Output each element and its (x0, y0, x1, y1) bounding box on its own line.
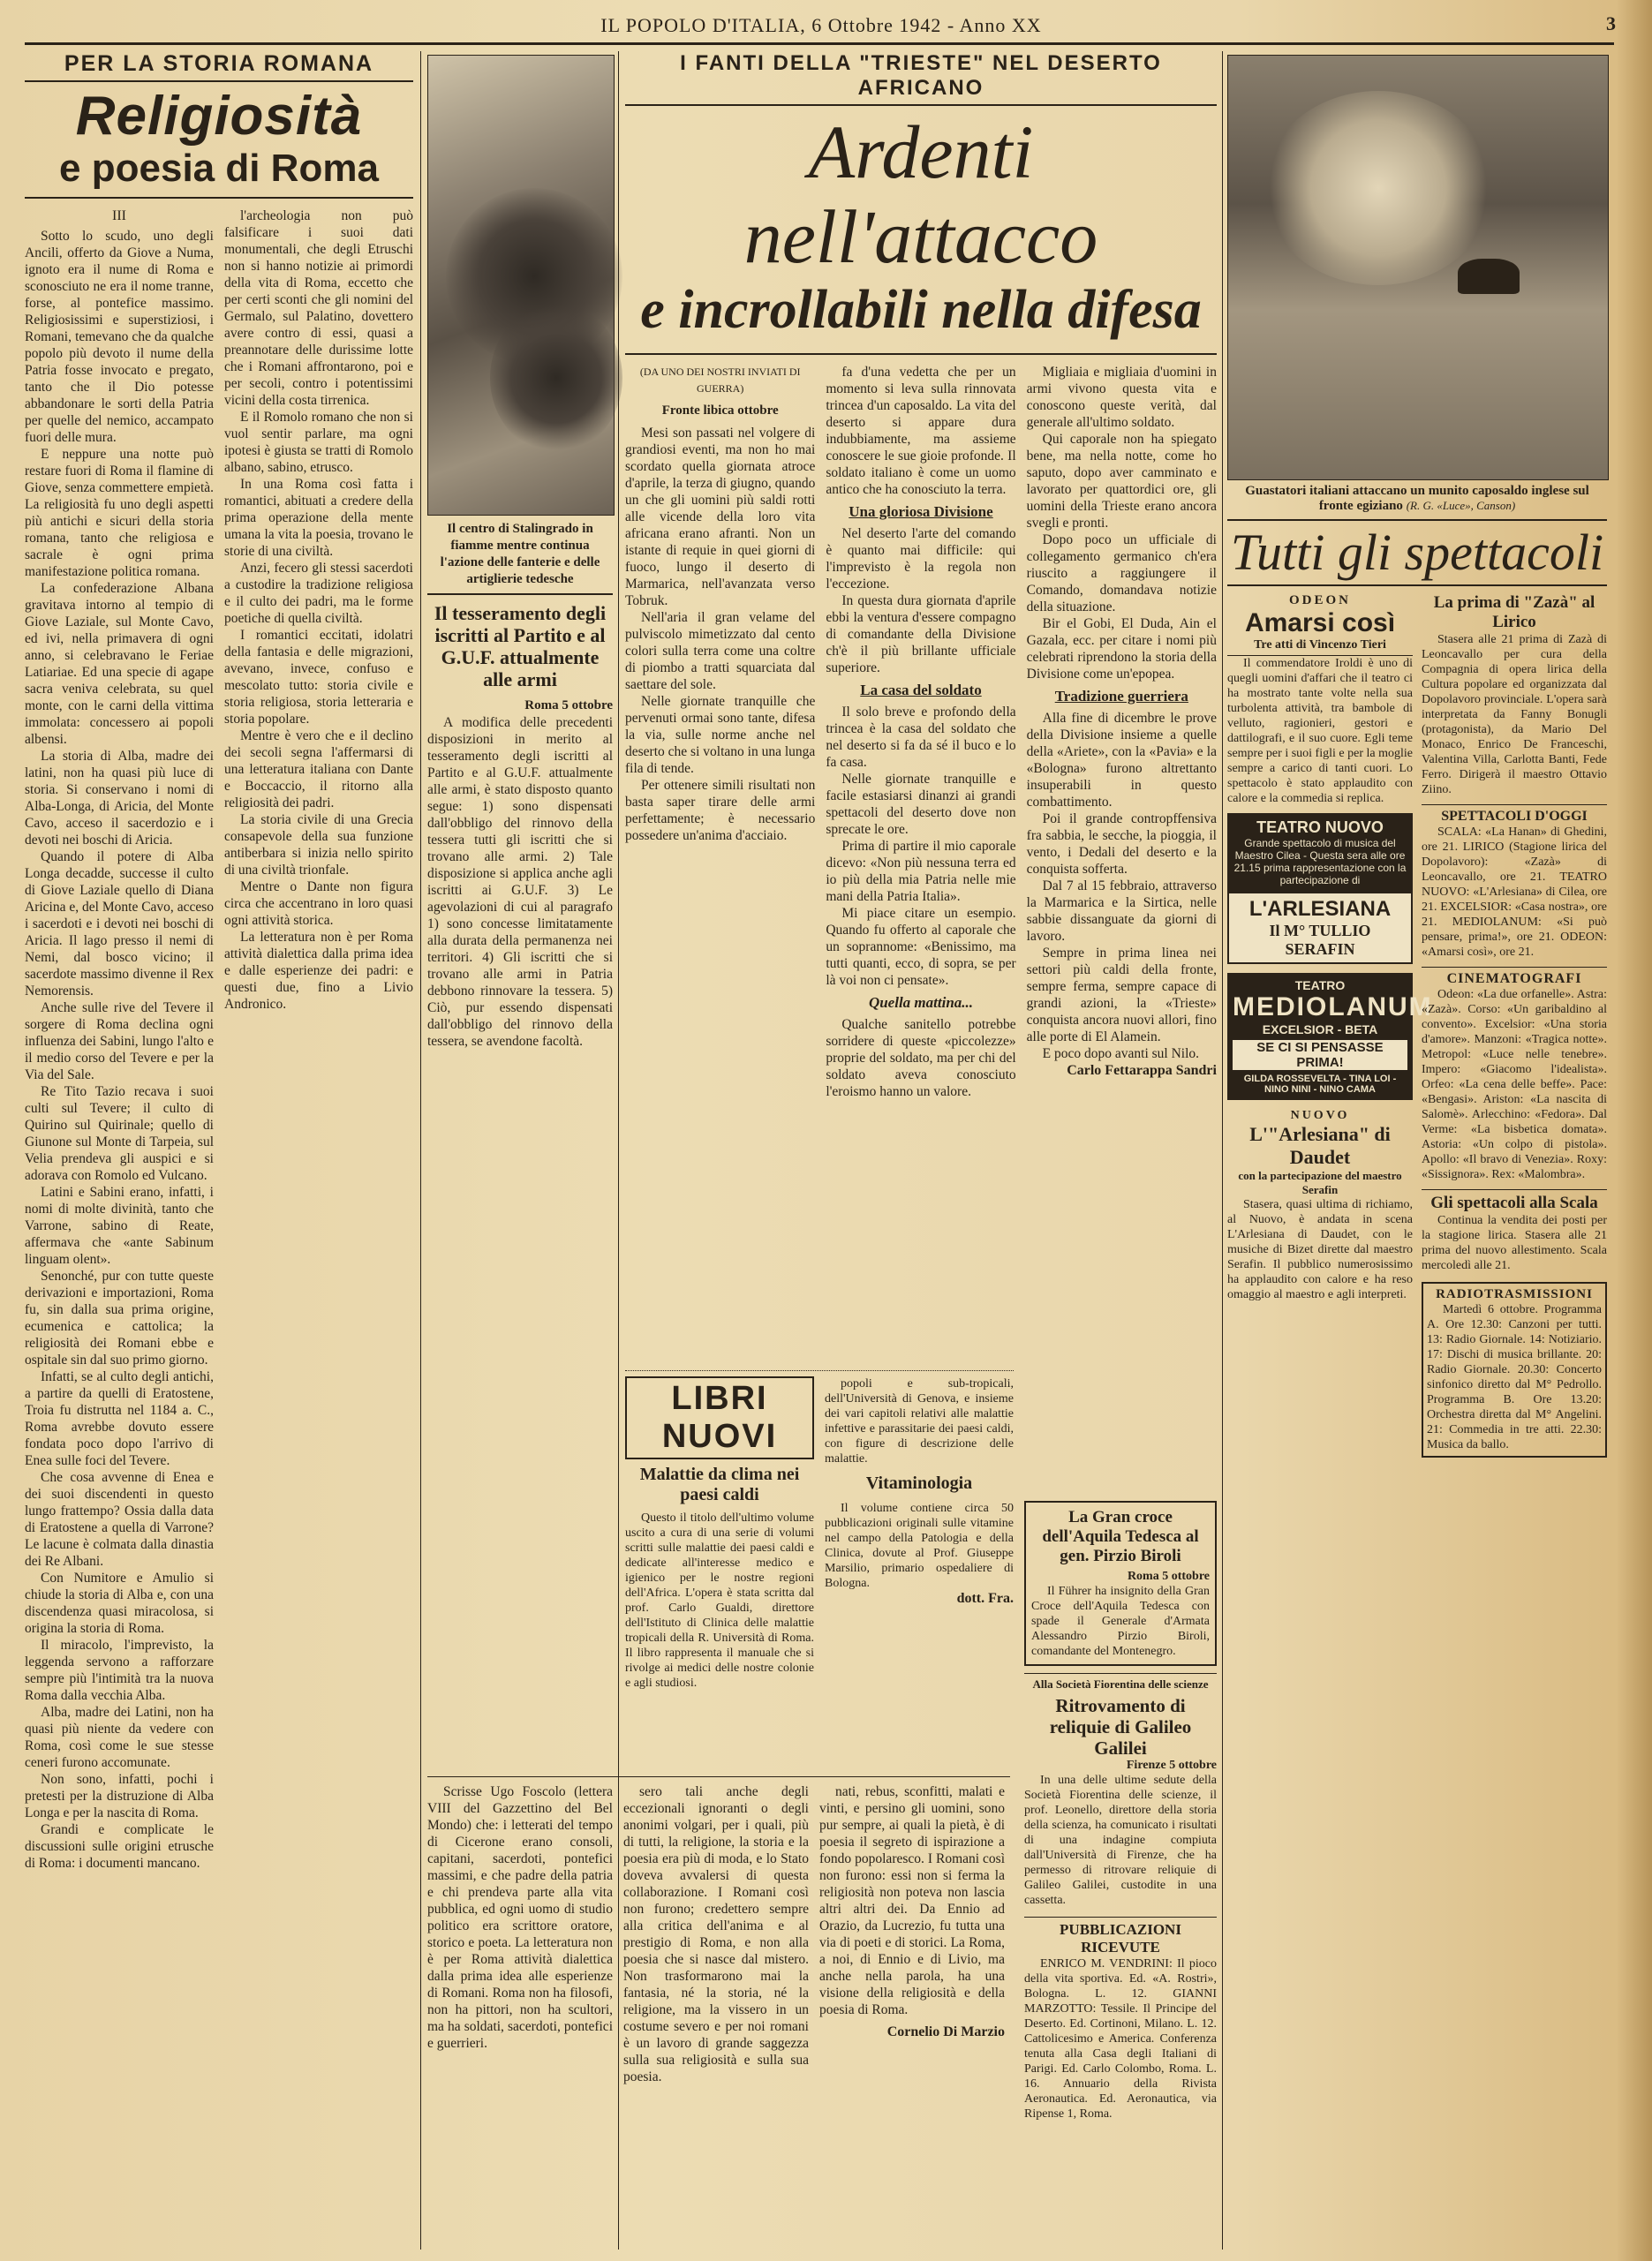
tesseramento-title: Il tesseramento degli iscritti al Partito e al G.U.F. attualmente alle armi (434, 602, 607, 690)
paragraph: Mentre o Dante non figura circa che accentrano in loro quasi ogni attività storica. (224, 879, 413, 928)
ritrovamento-text (1024, 1773, 1217, 1908)
paragraph: Il miracolo, l'imprevisto, la leggenda servono a rafforzare sempre più l'intimità tra la nuova Roma dalla vecchia Alba. (25, 1638, 214, 1703)
subheading: Una gloriosa Divisione (849, 503, 993, 520)
column-notices (1024, 1501, 1217, 2260)
paragraph: Prima di partire il mio caporale dicevo: «Non più nessuna terra ed io più della mia Patria nelle mie mani della Patria Italia». (826, 839, 1016, 904)
smoke-shape (490, 303, 622, 453)
article-title: Religiosità (75, 86, 363, 147)
ad-conductor: Il M° TULLIO SERAFIN (1269, 922, 1371, 958)
paragraph: ENRICO M. VENDRINI: Il pioco della vita sportiva. Ed. «A. Rostri», Bologna. L. 12. GIANNI MARZOTTO: Tessile. Il Principe del Deserto. Ed. Cortinoni, Milano. L. 12. Cattolicesimo e America. Conferenza tenuta alla Casa degli Italiani di Parigi. Ed. Carlo Colombo, Roma. L. 16. Annuario della Rivista Aeronautica. Ed. Aeronautica, via Ripense 1, Roma. (1024, 1957, 1217, 2121)
photo-caption-text: Guastatori italiani attaccano un munito caposaldo inglese sul fronte egiziano (1245, 484, 1589, 513)
paragraph: Nel deserto l'arte del comando è quanto mai difficile: qui l'imprevisto è la regola non l'eccezione. (826, 526, 1016, 592)
zaza-text (1422, 632, 1607, 797)
paragraph: Con Numitore e Amulio si chiude la storia di Alba e, con una discendenza quasi miracolosa, si origina la storia di Roma. (25, 1571, 214, 1636)
section-number: III (112, 208, 126, 223)
paragraph: Continua la vendita dei posti per la stagione lirica. Stasera alle 21 prima del nuovo allestimento. Scala mercoledì alle 21. (1422, 1214, 1607, 1272)
paragraph: Questo il titolo dell'ultimo volume uscito a cura di una serie di volumi scritti sulle malattie dei paesi caldi e dedicate all'interesse medico e igienico per le nostre regioni dell'Africa. L'opera è stata scritta dal prof. Carlo Gualdi, direttore dell'Istituto di Clinica delle malattie tropicali della R. Università di Roma. Il libro rappresenta il manuale che si rivolge ai medici delle nostre colonie e agli studiosi. (625, 1511, 814, 1690)
paragraph: Bir el Gobi, El Duda, Ain el Gazala, ecc. per citare i nomi più celebrati riprendono la storia della Divisione come un'epopea. (1026, 616, 1217, 682)
dust-cloud-shape (1264, 91, 1493, 285)
paragraph: Nelle giornate tranquille che pervenuti ormai sono tante, difesa la via, sulle norme anche nel deserto che si voltano in una lunga fila di tende. (625, 694, 816, 776)
theatre-label: NUOVO (1290, 1109, 1350, 1122)
paragraph: E poco dopo avanti sul Nilo. (1042, 1046, 1200, 1061)
arlesiana-ad-box (1227, 892, 1413, 964)
masthead-rule (25, 42, 1614, 45)
paragraph: Non sono, infatti, pochi i pretesti per la distruzione di Alba Longa e per la nascita di Roma. (25, 1772, 214, 1820)
page-edge-shadow (1617, 0, 1652, 2261)
article-title: Ardenti nell'attacco (743, 109, 1098, 279)
spettacoli-oggi-title: SPETTACOLI D'OGGI (1422, 804, 1607, 825)
pubblicazioni-title: PUBBLICAZIONI RICEVUTE (1024, 1917, 1217, 1956)
paragraph: Che cosa avvenne di Enea e dei suoi discendenti in questo lungo frattempo? Ossia dalla data di Eratostene a quella di Varrone? Le lacune è colmata dalla dinastia dei Re Albani. (25, 1470, 214, 1569)
guastatori-photo (1227, 55, 1609, 480)
text-column-b (224, 207, 413, 1872)
subheading: La casa del soldato (860, 682, 982, 698)
article-kicker: PER LA STORIA ROMANA (25, 51, 413, 82)
paragraph: Scrisse Ugo Foscolo (lettera VIII del Gazzettino del Bel Mondo) che: i letterati del tempo di Cicerone erano consoli, capitani, sacerdoti, pontefici massimi, e che padre della patria e chi prendeva parte alla vita pubblica, ed ogni uomo di studio politico era scrittore oratore, storico e poeta. La letteratura non è per Roma attività dialettica dalla prima idea alle esperienze di Romani. Roma non ha filosofi, non ha pittori, non ha scultori, ma ha soldati, sacerdoti, pontefici e guerrieri. (427, 1784, 613, 2051)
odeon-title: Amarsi così (1244, 608, 1396, 637)
text-column (625, 364, 815, 1100)
spettacoli-title: Tutti gli spettacoli (1227, 521, 1607, 586)
gran-croce-text (1031, 1584, 1210, 1659)
paragraph: Migliaia e migliaia d'uomini in armi vivono questa vita e conoscono queste verità, dal generale all'ultimo soldato. (1026, 365, 1217, 430)
theatre-label: ODEON (1288, 593, 1351, 607)
paragraph: La storia di Alba, madre dei latini, non ha quasi più luce di storia. Si conservano i nomi di Alba-Longa, di Aricia, del Monte Cavo, acceso il sacerdozio e i devoti nei boschi di Aricia. (25, 749, 214, 848)
masthead (26, 11, 1616, 41)
vitaminologia-heading: Vitaminologia (865, 1473, 973, 1493)
stalingrad-photo (427, 55, 615, 516)
signature: Carlo Fettarappa Sandri (1067, 1063, 1217, 1078)
odeon-subtitle: Tre atti di Vincenzo Tieri (1227, 638, 1413, 656)
ad-header: TEATRO NUOVO (1256, 818, 1384, 836)
text-column (625, 1376, 814, 1691)
article-trieste (625, 51, 1217, 1375)
paragraph: Dopo poco un ufficiale di collegamento germanico ch'era riuscito a raggiungere il Comando, domandava notizie della situazione. (1026, 532, 1217, 614)
nuovo-text (1227, 1197, 1413, 1302)
text-column (826, 364, 1015, 1100)
paragraph: Anzi, fecero gli stessi sacerdoti a custodire la tradizione religiosa e il culto dei padri, ma le forme poetiche di quella civiltà. (224, 561, 413, 626)
paragraph: Mi piace citare un esempio. Quando fu offerto al caporale che un soprannome: «Benissimo, ma tutti quanti, ecco, di sopra, se per là voi non ci pensate». (826, 906, 1016, 988)
ad-company: EXCELSIOR - BETA (1262, 1022, 1378, 1036)
paragraph: l'archeologia non può falsificare i suoi dati monumentali, che degli Etruschi non si hanno notizie ai primordi della vita di Roma, eccetto che per certi sconti che gli nomini del Germalo, sul Palatino, dovettero avere contro di essi, quasi a preannotare delle durissime lotte che i Romani affrontarono, poi e per secoli, contro i potentissimi vicini della costa tirrenica. (224, 208, 413, 408)
paragraph: Senonché, pur con tutte queste derivazioni e importazioni, Roma fu, sin dalla sua prima origine, ecumenica e cattolica; la religiosità dei Romani ebbe e ospitale sin dal suo primo giorno. (25, 1269, 214, 1368)
paragraph: Nell'aria il gran velame del pulviscolo mimetizzato dal cento colori sulla terra come una coltre di piombo a tratti squarciata dal saettare del sole. (625, 610, 816, 692)
paragraph: La letteratura non è per Roma attività dialettica dalla prima idea e dalle esperienze dei padri: e questi due, fino a Livio Andronico. (224, 930, 413, 1012)
paragraph: popoli e sub-tropicali, dell'Università di Genova, e insieme dei vari capitoli relativi alle malattie infettive e parassitarie dei paesi caldi, con figure di descrizione delle malattie. (825, 1377, 1014, 1466)
article-kicker: I FANTI DELLA "TRIESTE" NEL DESERTO AFRICANO (625, 51, 1217, 106)
page-number: 3 (1606, 12, 1616, 34)
dateline: Roma 5 ottobre (524, 698, 613, 712)
column-rule (420, 51, 421, 2250)
radio-box (1422, 1282, 1607, 1458)
mediolanum-ad (1227, 973, 1433, 1100)
text-column (1422, 593, 1607, 1458)
paragraph: In una Roma così fatta i romantici, abituati a credere della prima operazione della mente umana la vita la poesia, trovano le storie di una civiltà. (224, 477, 413, 559)
column-spettacoli (1227, 484, 1607, 2250)
paragraph: In una delle ultime sedute della Società Fiorentina delle scienze, il prof. Leonello, direttore della storia della scienza, ha comunicato i risultati di una indagine compiuta dall'Università di Firenze, che ha permesso di ritrovare reliquie di Galileo Galilei, custodite in una cassetta. (1024, 1774, 1217, 1907)
text-column (1027, 364, 1217, 1100)
paragraph: Odeon: «La due orfanelle». Astra: «Zazà». Corso: «Un garibaldino al convento». Excelsior: «Una storia d'amore». Manzoni: «Tragica notte». Metropol: «Luce nelle tenebre». Impero: «Giacomo l'idealista». Orfeo: «La cena delle beffe». Pace: «Bengasi». Ariston: «La nascita di Salomè». Arlecchino: «Fedora». Dal Verme: «La bisbetica domata». Astoria: «Un colpo di pistola». Apollo: «Il bravo di Venezia». Roxy: «Sissignora». Rex: «Malombra». (1422, 988, 1607, 1181)
teatro-nuovo-ad (1227, 813, 1413, 892)
nuovo-subtitle: con la partecipazione del maestro Serafin (1238, 1169, 1402, 1196)
photo-caption: Il centro di Stalingrado in fiamme mentre continua l'azione delle fanterie e delle artiglierie tedesche (427, 521, 613, 595)
paragraph: Re Tito Tazio recava i suoi culti sul Tevere; il culto di Quirino sul Quirinale; quello di Giunone sul Monte di Tarpeia, sul Velia prendeva gli auspici e si adorava con Romolo ed Vulcano. (25, 1084, 214, 1183)
divider (1227, 519, 1607, 521)
paragraph: sero tali anche degli eccezionali ignoranti o degli anonimi volgari, per i quali, più di tutti, la religione, la storia e la poesia era più di moda, e lo Stato doveva avvalersi di questa collaborazione. I Romani così non furono; credettero sempre alla critica dell'anima e al prestigio di Roma, e non alla poesia che si nasce dal mistero. Non trasformarono mai la fantasia, né la storia, né la religione, ma la vissero in un costume severo e per noi romani è un lavoro di grande saggezza sulla sua religiosità e sulla sua poesia. (623, 1784, 809, 2084)
paragraph: Latini e Sabini erano, infatti, i nomi di molte divinità, tanto che Varrone, sabino di Reate, affermava che «ante Sabinum linguam olent». (25, 1185, 214, 1267)
paragraph: Sempre in prima linea nei settori più caldi della fronte, sempre ferma, sempre capace di grandi azioni, la «Trieste» conquista ancora nuovi allori, fino alle porte di El Alamein. (1026, 946, 1217, 1044)
signature: dott. Fra. (956, 1591, 1014, 1606)
dateline: Firenze 5 ottobre (1126, 1759, 1217, 1772)
column-rule (1222, 51, 1223, 2250)
scala-text (1422, 1213, 1607, 1273)
paragraph: Qualche sanitello potrebbe sorridere di queste «piccolezze» proprie del soldato, ma per chi del soldato aveva conosciuto l'eroismo hanno un valore. (826, 1017, 1016, 1099)
vitaminologia-text (825, 1501, 1014, 1591)
soldier-silhouette (1458, 259, 1520, 294)
pubblicazioni-text (1024, 1956, 1217, 2122)
paragraph: fa d'una vedetta che per un momento si leva sulla rinnovata trincea d'un caposaldo. La vita del deserto si appare dura indubbiamente, ma assieme conoscere le sue gioie profonde. Il soldato italiano è come un uomo antico che ha conosciuto la terra. (826, 365, 1016, 497)
paragraph: Qui caporale non ha spiegato bene, ma nella notte, come ho saputo, dopo aver camminato e lavorato per quattordici ore, gli uomini della Trieste erano ancora svegli e pronti. (1026, 432, 1217, 531)
paragraph: Il solo breve e profondo della trincea è la casa del soldato che nel deserto si fa da sé il buco e lo fa casa. (826, 705, 1016, 770)
text-column (825, 1376, 1014, 1691)
paragraph: Alba, madre dei Latini, non ha quasi più niente da vedere con Roma, così come le sue stesse ceneri furono accomunate. (25, 1705, 214, 1770)
divider (625, 1370, 1014, 1371)
paragraph: Il Führer ha insignito della Gran Croce dell'Aquila Tedesca con spade il Generale d'Armata Alessandro Pirzio Biroli, comandante del Montenegro. (1031, 1585, 1210, 1658)
paragraph: Anche sulle rive del Tevere il sorgere di Roma declina ogni influenza dei Sabini, lungo l'alto e il medio corso del Tevere e per la Via del Sale. (25, 1000, 214, 1082)
paragraph: In questa dura giornata d'aprile ebbi la ventura d'essere compagno di comandante della Divisione ch'è il più brillante ufficiale superiore. (826, 593, 1016, 675)
text-column (1227, 593, 1433, 1458)
ad-cast: GILDA ROSSEVELTA - TINA LOI - NINO NINI - NINO CAMA (1243, 1074, 1397, 1095)
libri-nuovi-title: LIBRI NUOVI (625, 1376, 814, 1459)
spettacoli-oggi-text (1422, 825, 1607, 960)
gran-croce-box (1024, 1501, 1217, 1666)
paragraph: Grandi e complicate le discussioni sulle origini etrusche di Roma: i documenti mancano. (25, 1822, 214, 1871)
paragraph: Poi il grande contropffensiva fra sabbia, le secche, la pioggia, il vento, i Dedali del deserto e la conquista sofferta. (1026, 811, 1217, 877)
photo-caption (1227, 484, 1607, 514)
paragraph: Quando il potere di Alba Longa decadde, successe il culto di Giove Laziale quello di Diana Aricina e, del Monte Cavo, acceso i sacerdoti e i devoti nei boschi di Aricia. Il lago presso il nemi di Nemi, dal bosco vicino; il sacerdote massimo divenne il Rex Nemorensis. (25, 849, 214, 999)
libri-text (625, 1511, 814, 1691)
column-tesseramento (427, 521, 613, 1386)
paragraph: Alla fine di dicembre le prove della Divisione insieme a quelle della «Ariete», con la «Pavia» e la «Bologna» furono altrettanto insuperabili in questo combattimento. (1026, 711, 1217, 810)
masthead-title: IL POPOLO D'ITALIA, 6 Ottobre 1942 - Anno XX (600, 14, 1042, 36)
column-storia-romana (25, 51, 413, 2250)
ad-title: L'ARLESIANA (1248, 897, 1392, 921)
signature: Cornelio Di Marzio (886, 2024, 1005, 2039)
paragraph: Il volume contiene circa 50 pubblicazioni originali sulle vitamine nel campo della Patologia e della Clinica, dovute al Prof. Giuseppe Marsilio, primario ospedaliere di Bologna. (825, 1502, 1014, 1590)
gran-croce-title: La Gran croce dell'Aquila Tedesca al gen. Pirzio Biroli (1042, 1508, 1199, 1565)
radio-text (1427, 1302, 1602, 1452)
paragraph: Mesi son passati nel volgere di grandiosi eventi, ma non ho mai scordato quella giornata atroce d'aprile, la terza di giugno, quando un che gli uomini più saldi rotti alle vicende della loro vita africana erano afranti. Non un istante di requie in quei giorni di fuoco, lungo il deserto di Marmarica, nell'avanzata verso Tobruk. (625, 426, 816, 608)
ad-title: MEDIOLANUM (1233, 992, 1433, 1021)
tesseramento-text (427, 697, 613, 1050)
radio-title: RADIOTRASMISSIONI (1436, 1287, 1593, 1301)
paragraph: Mentre è vero che e il declino dei secoli segna l'affermarsi di una letteratura italiana con Dante e Boccaccio, il ritorno alla religiosità dei padri. (224, 728, 413, 810)
photo-credit: (R. G. «Luce», Canson) (1406, 499, 1516, 512)
paragraph: Martedì 6 ottobre. Programma A. Ore 12.30: Canzoni per tutti. 13: Radio Giornale. 14: Notiziario. 17: Dischi di musica brillante. 20: Radio Giornale. 20.30: Concerto sinfonico diretto dal M° Pedrollo. Programma B. Ore 13.20: Orchestra diretta dal M° Angelini. 21: Commedia in tre atti. 22.30: Musica da ballo. (1427, 1303, 1602, 1451)
paragraph: Infatti, se al culto degli antichi, a partire da quelli di Eratostene, Troia fu distrutta nel 1184 a. C., Roma avrebbe dovuto essere fondata poco dopo l'arrivo di Enea sulle foci del Tevere. (25, 1369, 214, 1468)
odeon-text (1227, 656, 1413, 806)
paragraph: A modifica delle precedenti disposizioni in merito al tesseramento degli iscritti al Partito e al G.U.F. attualmente alle armi, è stato disposto quanto segue: 1) sono dispensati dall'obbligo del rinnovo della tessera tutti gli iscritti che si trovano alle armi. 2) Tale disposizione si applica anche agli iscritti ai G.U.F. 3) Le agevolazioni di cui al paragrafo 1) sono concesse limitatamente alla durata della permanenza nei territori. 4) Gli iscritti che si trovano alle armi in Patria debbono rinnovare la tessera. 5) Ciò, pur essendo dispensati dall'obbligo del rinnovo della tessera, se avendone facoltà. (427, 715, 613, 1049)
ad-show: SE CI SI PENSASSE PRIMA! (1233, 1040, 1407, 1070)
text-column (819, 1783, 1005, 2242)
article-subtitle: e incrollabili nella difesa (625, 279, 1217, 355)
bottom-continuation (427, 1783, 1010, 2242)
cinematografi-title: CINEMATOGRAFI (1422, 967, 1607, 987)
societa-label: Alla Società Fiorentina delle scienze (1024, 1673, 1217, 1692)
byline: (DA UNO DEI NOSTRI INVIATI DI GUERRA) (639, 366, 801, 395)
subheading: Quella mattina... (868, 994, 974, 1011)
ad-header: TEATRO (1294, 978, 1346, 992)
paragraph: E neppure una notte può restare fuori di Roma il flamine di Giove, senza commettere empietà. La religiosità fu uno degli aspetti più antichi e sicuri della storia romana, tanto che religiosa e sacrale è ogni prima manifestazione politica romana. (25, 447, 214, 579)
libri-subheading: Malattie da clima nei paesi caldi (639, 1465, 800, 1504)
scala-title: Gli spettacoli alla Scala (1422, 1189, 1607, 1213)
paragraph: La storia civile di una Grecia consapevole della sua funzione antiberbara si inizia nello spirito di una civiltà trionfale. (224, 812, 413, 878)
subheading: Tradizione guerriera (1054, 688, 1188, 705)
zaza-title: La prima di "Zazà" al Lirico (1433, 593, 1595, 631)
paragraph: Nelle giornate tranquille e facile estasiarsi dinanzi ai grandi spettacoli del deserto dove non sprecate le ore. (826, 772, 1016, 837)
text-column (427, 1783, 613, 2242)
paragraph: Dal 7 al 15 febbraio, attraverso la Marmarica e la Sirtica, nelle sabbie dissanguate da giorni di lavoro. (1026, 878, 1217, 944)
article-subtitle: e poesia di Roma (25, 146, 413, 199)
libri-text (825, 1376, 1014, 1466)
libri-nuovi-section (625, 1370, 1014, 1776)
paragraph: E il Romolo romano che non si vuol sentir parlare, ma ogni ipotesi è giusta se tratti di Romolo albano, sabino, etrusco. (224, 410, 413, 475)
cinematografi-text (1422, 987, 1607, 1182)
text-column-a (25, 207, 214, 1872)
text-column (623, 1783, 809, 2242)
paragraph: SCALA: «La Hanan» di Ghedini, ore 21. LIRICO (Stagione lirica del Dopolavoro): «Zazà» di Leoncavallo, ore 21. TEATRO NUOVO: «L'Arlesiana» di Cilea, ore 21. EXCELSIOR: «Casa nostra», ore 21. MEDIOLANUM: «Si può pensare, prima!», ore 21. ODEON: «Amarsi così», ore 21. (1422, 825, 1607, 959)
ritrovamento-title: Ritrovamento di reliquie di Galileo Galilei (1049, 1695, 1192, 1759)
paragraph: nati, rebus, sconfitti, malati e vinti, e persino gli uomini, sono pur sempre, ai quali la pietà, è di poesia il segreto di ispirazione a fondo popolaresco. I Romani così non furono: essi non si ferma la religiosità non poteva non lascia altri altri dei. Da Ennio ad Orazio, da Lucrezio, fu tutta una via di poeti e di storici. La Roma, a noi, di Ennio e di Livio, ma anche nella parola, ha una visione della religiosità e della poesia di Roma. (819, 1784, 1005, 2017)
paragraph: Stasera, quasi ultima di richiamo, al Nuovo, è andata in scena L'Arlesiana di Daudet, con le musiche di Bizet dirette dal maestro Serafin. Il pubblico numerosissimo ha applaudito con calore e ha reso omaggio al maestro e agli interpreti. (1227, 1198, 1413, 1301)
paragraph: Per ottenere simili risultati non basta saper tirare delle armi perfettamente; è necessario possedere un'anima d'acciaio. (625, 778, 816, 843)
nuovo-title: L'"Arlesiana" di Daudet (1249, 1123, 1391, 1168)
paragraph: Il commendatore Iroldi è uno di quegli uomini d'affari che il teatro ci ha mostrato tante volte nella sua turbolenta attività, tra bambole di velluto, ragionieri, gestori e dattilografi, e il suo cuore. Egli teme sempre per i suoi figli e per la moglie sempre a carico di tanti cuori. Lo spettacolo è stato applaudito con calore e la commedia si replica. (1227, 657, 1413, 805)
dateline: Roma 5 ottobre (1127, 1570, 1210, 1583)
divider (427, 1776, 1010, 1777)
paragraph: Stasera alle 21 prima di Zazà di Leoncavallo per cura della Compagnia di opera lirica della Cultura popolare ed organizzata dal Dopolavoro provinciale. L'opera sarà interpretata da Fanny Bonugli (protagonista), da Mario Del Monaco, Enrico De Franceschi, Valentina Villa, Carlotta Banti, Fede Ferro. Dirigerà il maestro Ottavio Ziino. (1422, 633, 1607, 796)
dateline: Fronte libica ottobre (661, 403, 779, 418)
paragraph: Sotto lo scudo, uno degli Ancili, offerto da Giove a Numa, ignoto era il nume di Roma e sconosciuto ne era il nome tranne, forse, al pontefice massimo. Religiosissimi e superstiziosi, i Romani, temevano che da qualche popolo più devoto il nume della Patria fosse invocato e pregato, tanto che il Dio potesse abbandonare le sorti della Patria per quelle del nemico, accampato fuori delle mura. (25, 229, 214, 445)
ad-body: Grande spettacolo di musica del Maestro Cilea - Questa sera alle ore 21.15 prima rappresentazione con la partecipazione di (1233, 837, 1407, 886)
paragraph: I romantici eccitati, idolatri della fantasia e delle migrazioni, avevano, invece, confuso e mescolato tutto: storia civile e storia religiosa, storia letteraria e storia popolare. (224, 628, 413, 727)
paragraph: La confederazione Albana gravitava intorno al tempio di Giove Laziale, sul Monte Cavo, ed ivi, nella primavera di ogni anno, si celebravano le Feriae Latiariae. Ed una specie di agape sacra veniva celebrata, su quel monte, con le carni della vittima immolata: concessero ai popoli albensi. (25, 581, 214, 747)
